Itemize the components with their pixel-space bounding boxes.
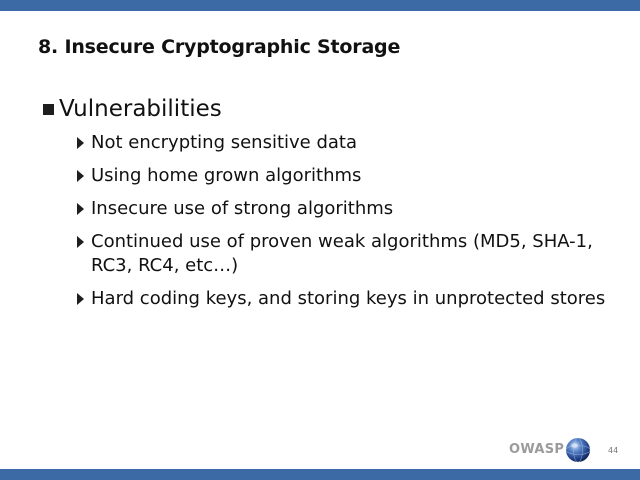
list-item-text: Hard coding keys, and storing keys in unprotected stores — [91, 288, 606, 309]
list-item — [77, 164, 617, 188]
triangle-bullet-icon — [77, 137, 84, 149]
heading-label: Vulnerabilities — [59, 96, 222, 122]
top-color-band — [0, 0, 640, 11]
bottom-color-band — [0, 469, 640, 480]
list-item — [77, 287, 617, 311]
triangle-bullet-icon — [77, 293, 84, 305]
square-bullet-icon — [43, 104, 54, 115]
triangle-bullet-icon — [77, 203, 84, 215]
list-item — [77, 230, 617, 278]
list-item — [77, 197, 617, 221]
list-item-text: Not encrypting sensitive data — [91, 132, 358, 153]
triangle-bullet-icon — [77, 236, 84, 248]
list-item-text: Insecure use of strong algorithms — [91, 198, 394, 219]
footer-brand-label: OWASP — [509, 442, 565, 457]
triangle-bullet-icon — [77, 170, 84, 182]
list-item-text: Using home grown algorithms — [91, 165, 362, 186]
vulnerability-list — [77, 131, 617, 320]
list-item-text: Continued use of proven weak algorithms (MD5, SHA-1, RC3, RC4, etc…) — [91, 231, 593, 276]
owasp-globe-icon — [565, 437, 591, 463]
list-item — [77, 131, 617, 155]
slide-title: 8. Insecure Cryptographic Storage — [38, 36, 401, 58]
page-number: 44 — [608, 446, 619, 455]
heading-vulnerabilities — [43, 96, 222, 122]
